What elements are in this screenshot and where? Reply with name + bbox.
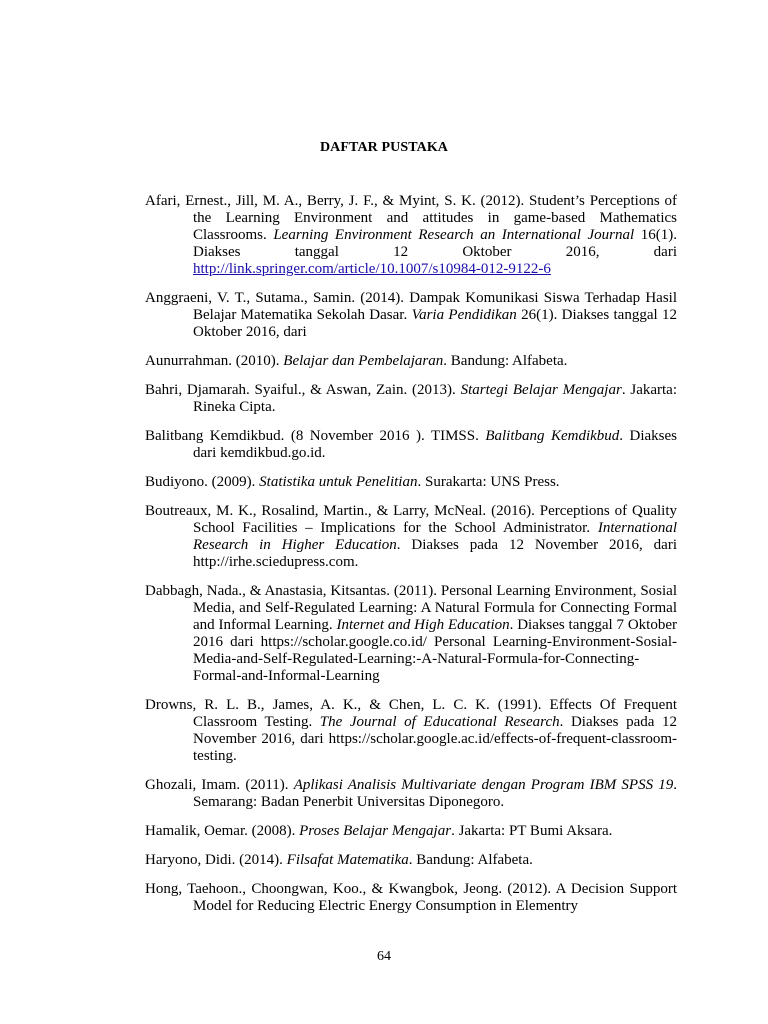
reference-source-title: The Journal of Educational Research xyxy=(319,714,560,730)
reference-source-title: Proses Belajar Mengajar xyxy=(299,823,452,839)
reference-text: Dabbagh, Nada., & Anastasia, Kitsantas. (2011). Personal Learning Environment, Sosial Media, and Self-Regulated Learning: A Natural Formula for Connecting Formal and Informal Learning. xyxy=(145,583,677,633)
reference-entry xyxy=(145,852,677,869)
reference-entry xyxy=(145,382,677,416)
reference-source-title: Aplikasi Analisis Multivariate dengan Program IBM SPSS 19 xyxy=(293,777,674,793)
reference-source-title: Balitbang Kemdikbud xyxy=(485,428,620,444)
reference-text: Boutreaux, M. K., Rosalind, Martin., & Larry, McNeal. (2016). Perceptions of Quality School Facilities – Implications for the School Administrator. xyxy=(145,503,677,536)
reference-text: . Bandung: Alfabeta. xyxy=(408,852,533,868)
reference-text: Balitbang Kemdikbud. (8 November 2016 ). TIMSS. xyxy=(145,428,486,444)
reference-text: Budiyono. (2009). xyxy=(145,474,260,490)
reference-text: Afari, Ernest., Jill, M. A., Berry, J. F., & Myint, S. K. (2012). Student’s Perceptions of the Learning Environment and attitudes in game-based Mathematics Classrooms. xyxy=(145,193,677,243)
reference-entry xyxy=(145,474,677,491)
reference-text: . Diakses pada 12 November 2016, dari https://scholar.google.ac.id/effects-of-frequent-classroom-testing. xyxy=(193,714,677,764)
reference-text: Bahri, Djamarah. Syaiful., & Aswan, Zain. (2013). xyxy=(145,382,461,398)
reference-source-title: Internet and High Education xyxy=(336,617,510,633)
reference-source-title: International Research in Higher Education xyxy=(193,520,677,553)
reference-entry xyxy=(145,428,677,462)
reference-text: . Diakses tanggal 7 Oktober 2016 dari https://scholar.google.co.id/ Personal Learning-Environment-Sosial-Media-and-Self-Regulated-Learning:-A-Natural-Formula-for-Connecting-Formal-and-Informal-Learning xyxy=(193,617,677,684)
reference-text: Haryono, Didi. (2014). xyxy=(145,852,287,868)
reference-entry xyxy=(145,777,677,811)
reference-source-title: Filsafat Matematika xyxy=(286,852,409,868)
reference-text: . Semarang: Badan Penerbit Universitas Diponegoro. xyxy=(193,777,678,810)
reference-text: 16(1). Diakses tanggal 12 Oktober 2016, dari xyxy=(193,227,677,260)
page-number: 64 xyxy=(377,949,391,964)
reference-link[interactable]: http://link.springer.com/article/10.1007/s10984-012-9122-6 xyxy=(193,261,551,277)
reference-entry xyxy=(145,697,677,765)
reference-text: Ghozali, Imam. (2011). xyxy=(145,777,294,793)
reference-text: . Surakarta: UNS Press. xyxy=(417,474,560,490)
reference-source-title: Statistika untuk Penelitian xyxy=(259,474,418,490)
reference-entry xyxy=(145,823,677,840)
reference-text: Hamalik, Oemar. (2008). xyxy=(145,823,300,839)
reference-text: . Diakses dari kemdikbud.go.id. xyxy=(193,428,677,461)
reference-text: . Diakses pada 12 November 2016, dari http://irhe.sciedupress.com. xyxy=(193,537,677,570)
page-title: DAFTAR PUSTAKA xyxy=(319,140,449,155)
reference-source-title: Startegi Belajar Mengajar xyxy=(460,382,622,398)
reference-source-title: Varia Pendidikan xyxy=(411,307,517,323)
reference-text: Hong, Taehoon., Choongwan, Koo., & Kwangbok, Jeong. (2012). A Decision Support Model for Reducing Electric Energy Consumption in Elementry xyxy=(145,881,677,914)
reference-text: Drowns, R. L. B., James, A. K., & Chen, L. C. K. (1991). Effects Of Frequent Classroom Testing. xyxy=(145,697,677,730)
reference-source-title: Belajar dan Pembelajaran xyxy=(283,353,444,369)
reference-text: . Jakarta: Rineka Cipta. xyxy=(193,382,677,415)
reference-list xyxy=(145,193,677,927)
reference-source-title: Learning Environment Research an International Journal xyxy=(273,227,635,243)
reference-entry xyxy=(145,353,677,370)
reference-text: . Bandung: Alfabeta. xyxy=(443,353,568,369)
reference-entry xyxy=(145,503,677,571)
reference-entry xyxy=(145,290,677,341)
reference-text: Aunurrahman. (2010). xyxy=(145,353,284,369)
reference-text: 26(1). Diakses tanggal 12 Oktober 2016, dari xyxy=(193,307,677,340)
reference-entry xyxy=(145,583,677,685)
reference-text: . Jakarta: PT Bumi Aksara. xyxy=(451,823,613,839)
reference-text: Anggraeni, V. T., Sutama., Samin. (2014). Dampak Komunikasi Siswa Terhadap Hasil Belajar Matematika Sekolah Dasar. xyxy=(145,290,677,323)
reference-entry xyxy=(145,881,677,915)
reference-entry xyxy=(145,193,677,278)
